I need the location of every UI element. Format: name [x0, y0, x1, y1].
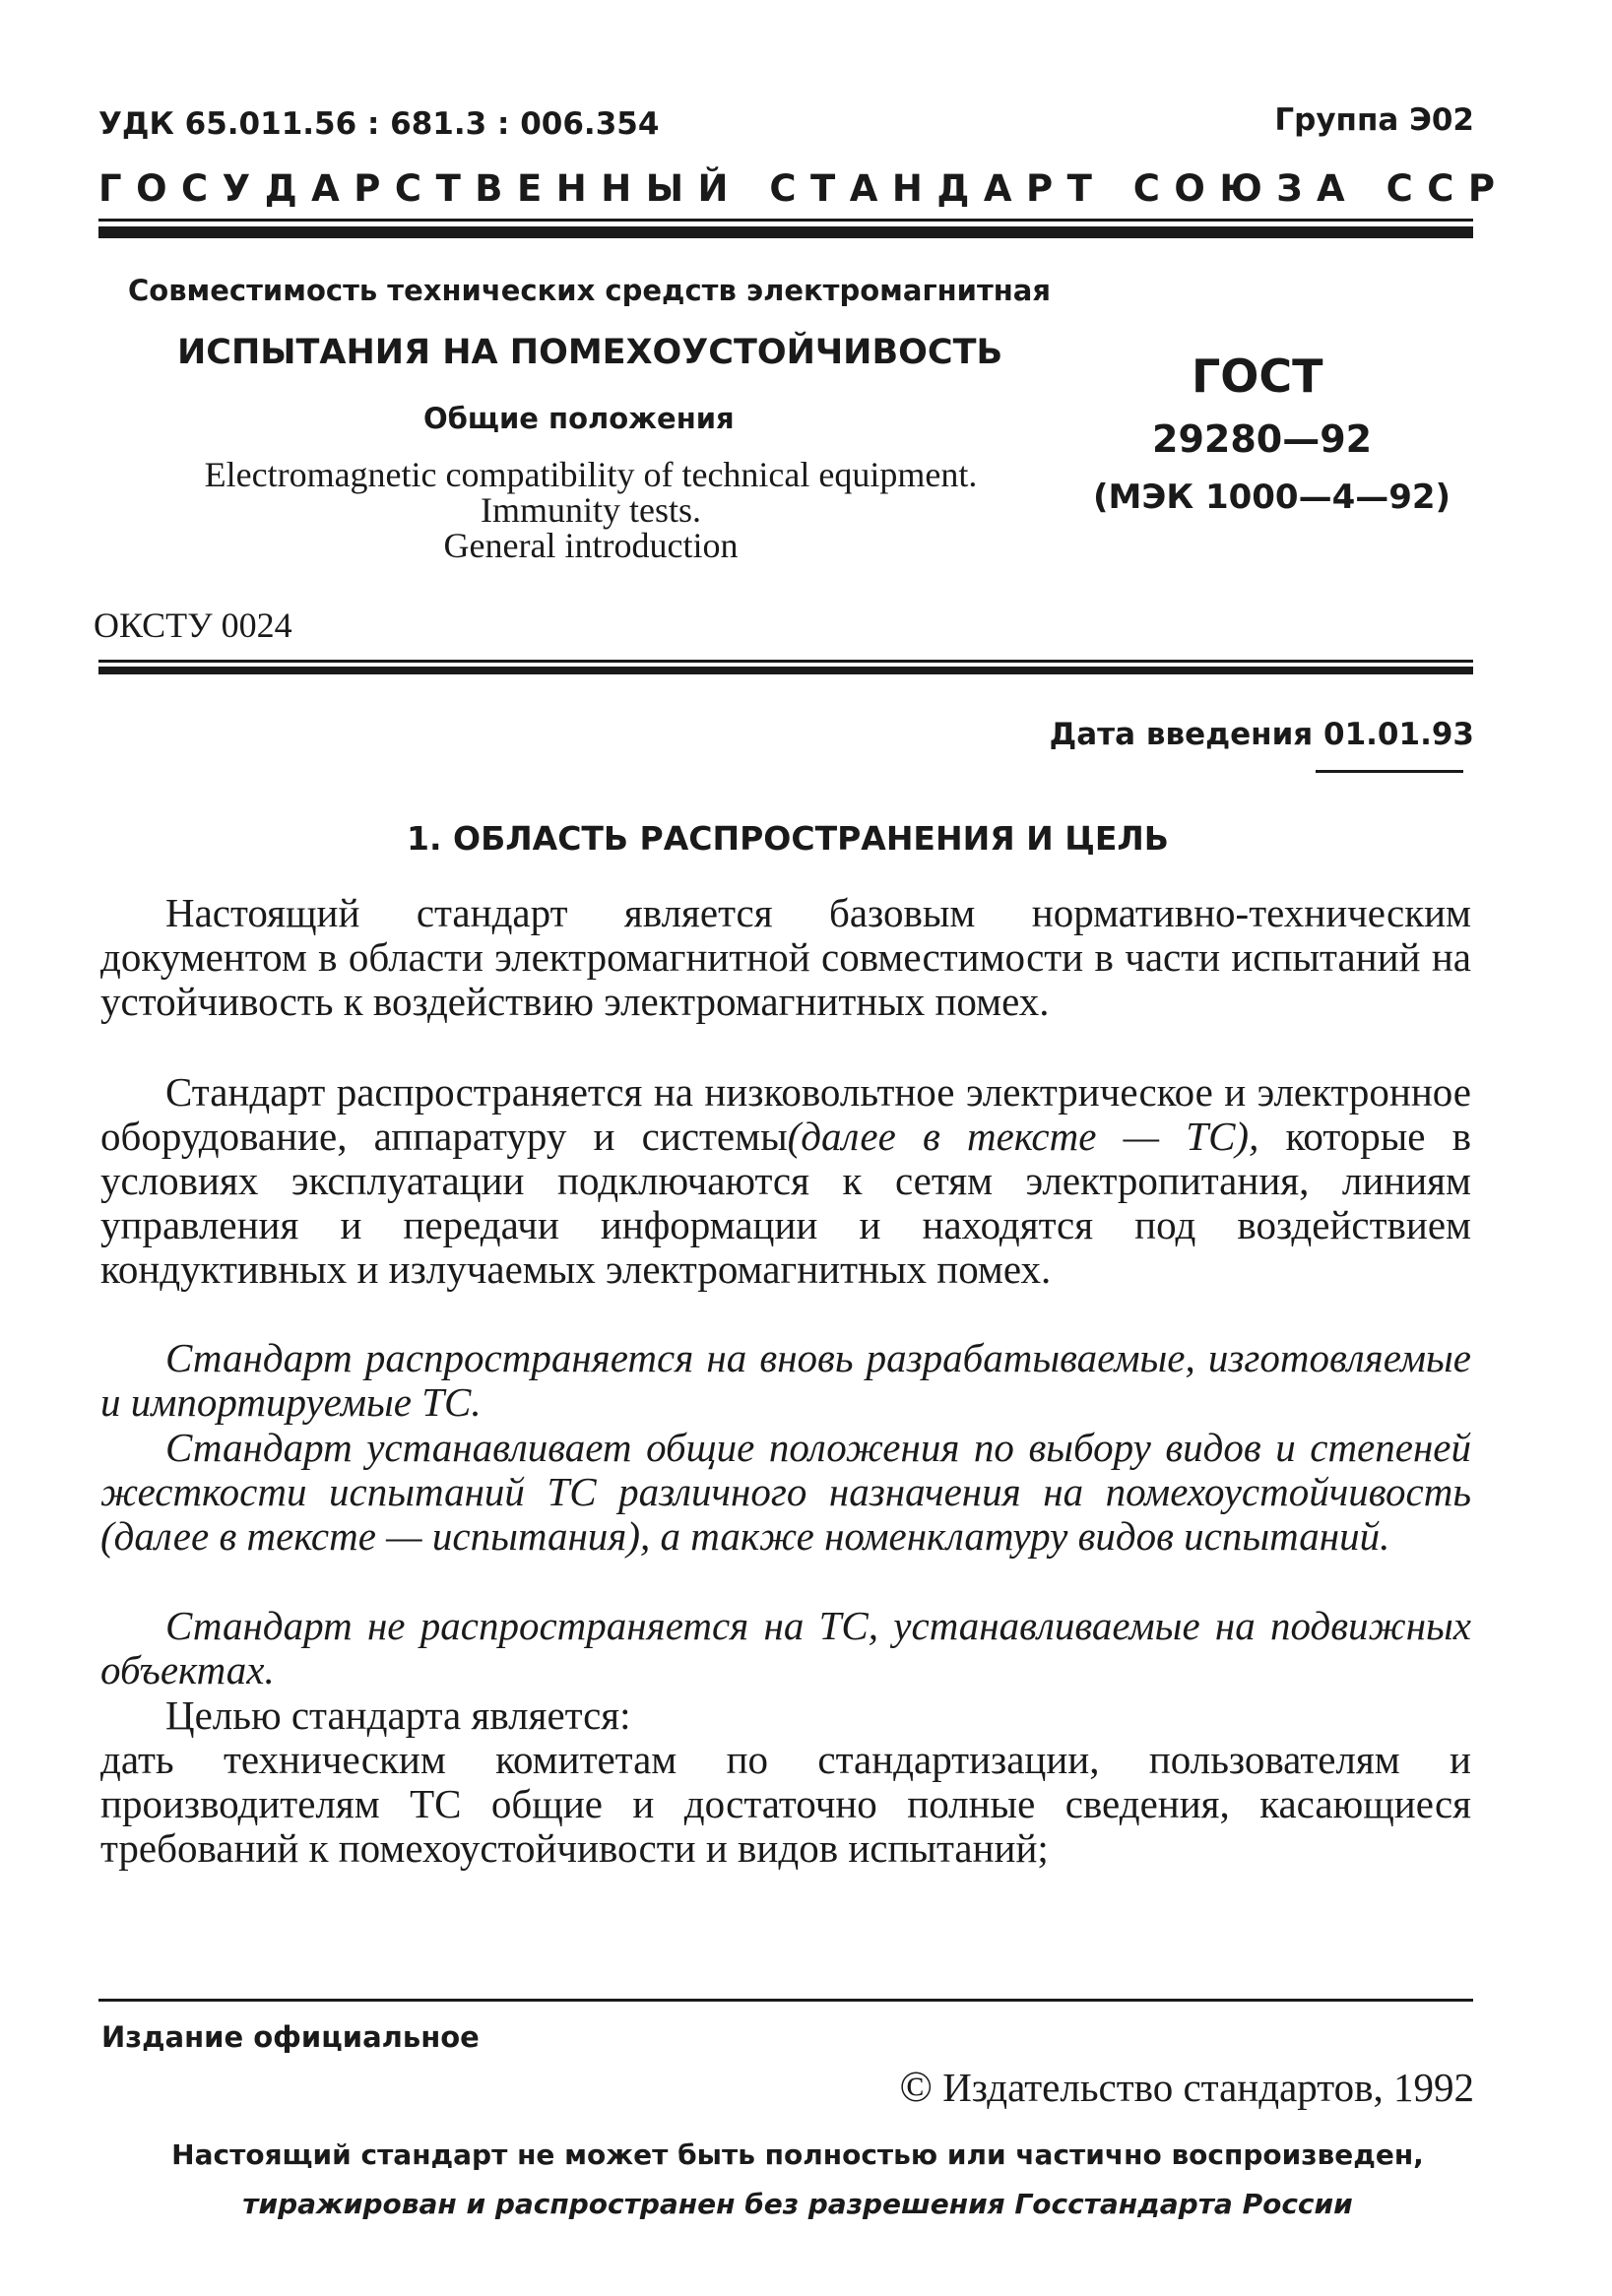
paragraph-2-start: Стандарт распространяется на низковольтное электрическое и электронное оборудование, аппаратуру и системы — [100, 1069, 1471, 1159]
date-value: 01.01.93 — [1323, 717, 1474, 752]
reproduction-notice-line-1: Настоящий стандарт не может быть полностью или частично воспроизведен, — [171, 2138, 1424, 2171]
copyright-text: Издательство стандартов, 1992 — [942, 2065, 1474, 2110]
copyright — [900, 2062, 1474, 2112]
gost-label: ГОСТ — [1192, 350, 1323, 403]
date-underline — [1316, 770, 1463, 773]
document-title: ИСПЫТАНИЯ НА ПОМЕХОУСТОЙЧИВОСТЬ — [177, 333, 1003, 372]
state-standard-banner: ГОСУДАРСТВЕННЫЙ СТАНДАРТ СОЮЗА ССР — [98, 167, 1510, 210]
paragraph-1: Настоящий стандарт является базовым нормативно-техническим документом в области электромагнитной совместимости в части испытаний на устойчивость к воздействию электромагнитных помех. — [100, 890, 1471, 1024]
title-line-1: Совместимость технических средств электромагнитная — [128, 274, 1051, 307]
official-edition: Издание официальное — [101, 2020, 480, 2054]
title-subtitle: Общие положения — [423, 402, 735, 435]
paragraph-7: дать техническим комитетам по стандартизации, пользователям и производителям ТС общие и достаточно полные сведения, касающиеся требований к помехоустойчивости и видов испытаний; — [100, 1737, 1471, 1871]
header-rule-thick — [98, 226, 1473, 238]
udk-code: УДК 65.011.56 : 681.3 : 006.354 — [98, 106, 660, 142]
date-label: Дата введения — [1049, 717, 1314, 752]
copyright-icon: © — [899, 2063, 933, 2111]
english-title-line: Electromagnetic compatibility of technical equipment. — [204, 455, 978, 494]
introduction-date — [1050, 717, 1474, 752]
english-title-line: General introduction — [443, 526, 739, 565]
paragraph-6: Целью стандарта является: — [165, 1692, 631, 1738]
paragraph-2-end: которые в условиях эксплуатации подключаются к сетям электропитания, линиям управления и передачи информации и находятся под воздействием кондуктивных и излучаемых электромагнитных помех. — [100, 1114, 1471, 1292]
footer-rule — [98, 1999, 1473, 2002]
iec-reference: (МЭК 1000—4—92) — [1093, 478, 1451, 517]
group-code: Группа Э02 — [1274, 102, 1474, 138]
gost-number: 29280—92 — [1152, 417, 1373, 461]
paragraph-4: Стандарт устанавливает общие положения по выбору видов и степеней жесткости испытаний ТС различного назначения на помехоустойчивость (далее в тексте — испытания), а также номенклатуру видов испытаний. — [100, 1425, 1471, 1559]
paragraph-2-italic: (далее в тексте — ТС), — [787, 1114, 1259, 1159]
title-rule-thick — [98, 667, 1473, 674]
section-heading: 1. ОБЛАСТЬ РАСПРОСТРАНЕНИЯ И ЦЕЛЬ — [407, 819, 1169, 858]
paragraph-3: Стандарт распространяется на вновь разрабатываемые, изготовляемые и импортируемые ТС. — [100, 1335, 1471, 1425]
title-rule-thin — [98, 660, 1473, 663]
english-title-line: Immunity tests. — [481, 490, 701, 530]
paragraph-5: Стандарт не распространяется на ТС, устанавливаемые на подвижных объектах. — [100, 1603, 1471, 1692]
okstu-code: ОКСТУ 0024 — [94, 606, 292, 645]
header-rule-thin — [98, 219, 1473, 222]
english-title — [98, 457, 1083, 563]
reproduction-notice-line-2: тиражирован и распространен без разрешения Госстандарта России — [242, 2188, 1353, 2220]
paragraph-2 — [100, 1070, 1471, 1292]
